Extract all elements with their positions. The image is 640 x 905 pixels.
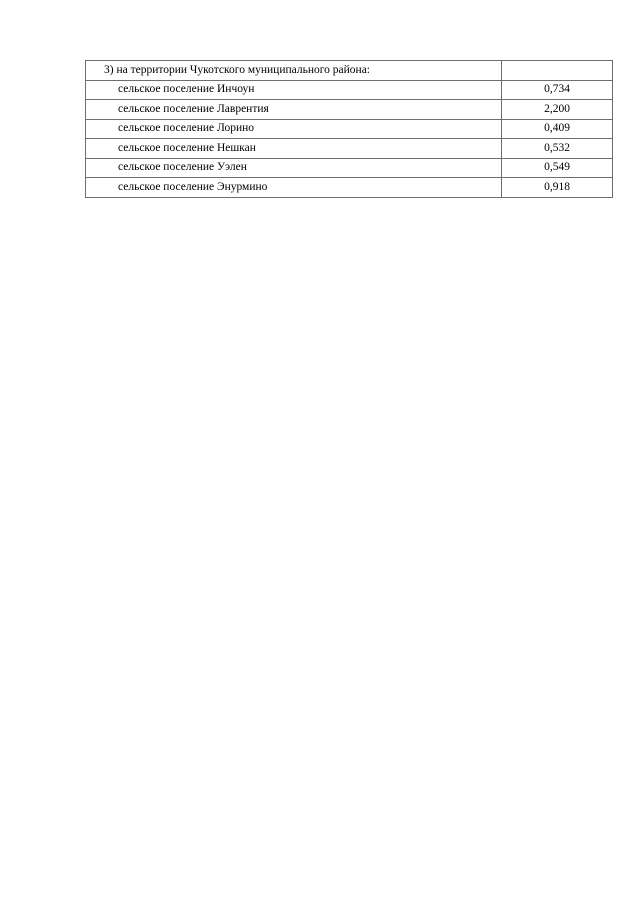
table-row	[86, 80, 613, 100]
section-header-row	[86, 61, 613, 81]
settlement-value-cell: 0,532	[502, 139, 613, 159]
section-header-cell: 3) на территории Чукотского муниципального района:	[86, 61, 502, 81]
table-row	[86, 139, 613, 159]
settlement-name-cell: сельское поселение Инчоун	[86, 80, 502, 100]
settlement-value-cell: 0,734	[502, 80, 613, 100]
settlement-value-cell: 0,549	[502, 158, 613, 178]
table-row	[86, 178, 613, 198]
settlement-value-cell: 0,409	[502, 119, 613, 139]
settlement-value-cell: 2,200	[502, 100, 613, 120]
settlement-value-cell: 0,918	[502, 178, 613, 198]
section-header-value-cell	[502, 61, 613, 81]
settlement-name-cell: сельское поселение Нешкан	[86, 139, 502, 159]
table-row	[86, 119, 613, 139]
settlement-name-cell: сельское поселение Лорино	[86, 119, 502, 139]
settlement-name-cell: сельское поселение Лаврентия	[86, 100, 502, 120]
table-row	[86, 100, 613, 120]
settlement-name-cell: сельское поселение Уэлен	[86, 158, 502, 178]
settlements-table	[85, 60, 613, 198]
table-row	[86, 158, 613, 178]
settlement-name-cell: сельское поселение Энурмино	[86, 178, 502, 198]
